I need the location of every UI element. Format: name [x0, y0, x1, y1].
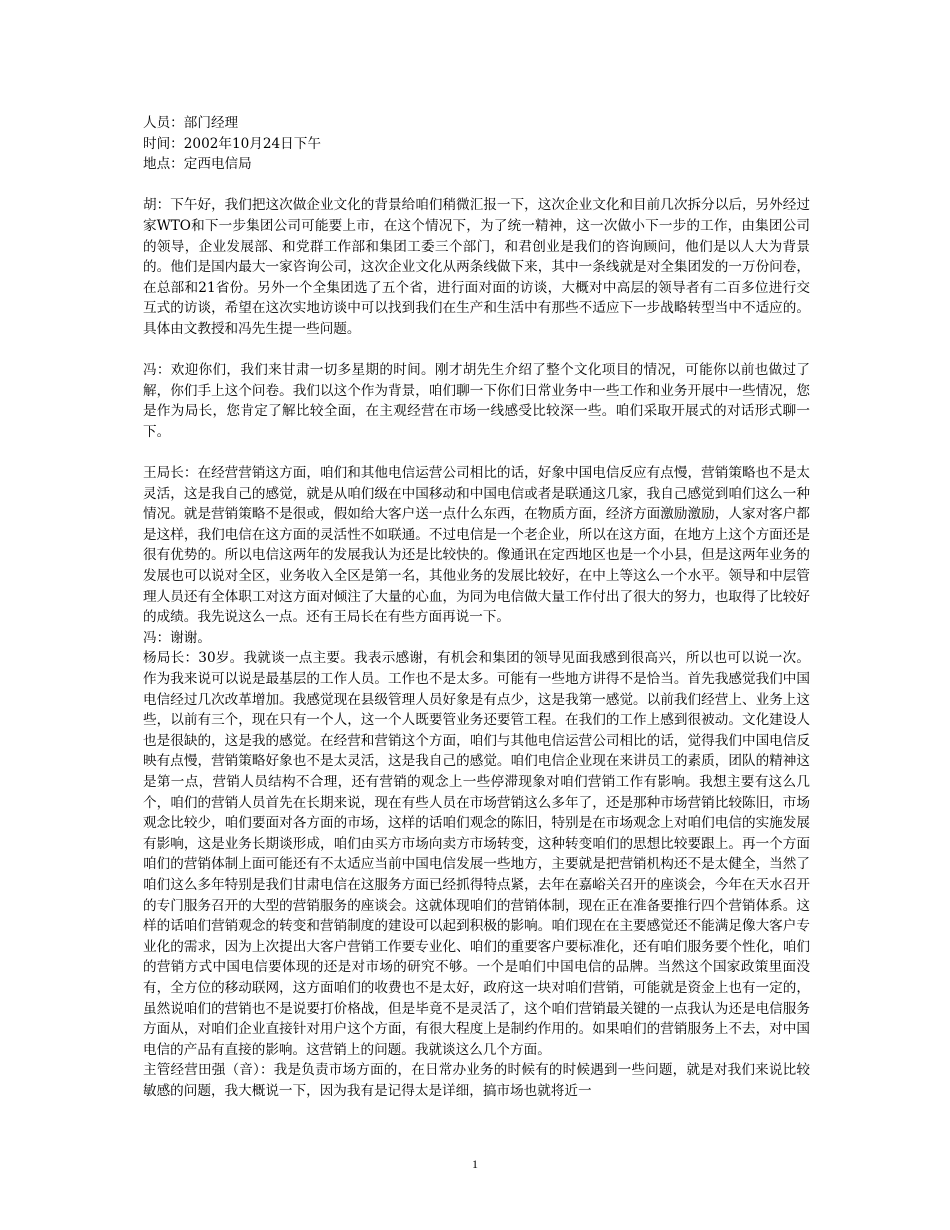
document-body — [143, 113, 810, 1102]
paragraph-hu: 胡：下午好，我们把这次做企业文化的背景给咱们稍微汇报一下，这次企业文化和目前几次拆分以后，另外经过家WTO和下一步集团公司可能要上市，在这个情况下，为了统一精神，这一次做小下一步的工作，由集团公司的领导，企业发展部、和党群工作部和集团工委三个部门，和君创业是我们的咨询顾问，他们是以人大为背景的。他们是国内最大一家咨询公司，这次企业文化从两条线做下来，其中一条线就是对全集团发的一万份问卷，在总部和21省份。另外一个全集团选了五个省，进行面对面的访谈，大概对中高层的领导者有二百多位进行交互式的访谈，希望在这次实地访谈中可以找到我们在生产和生活中有那些不适应下一步战略转型当中不适应的。具体由文教授和冯先生提一些问题。 — [143, 197, 810, 337]
header-time: 时间：2002年10月24日下午 — [143, 135, 321, 152]
page-number: 1 — [472, 1157, 478, 1171]
header-participants: 人员：部门经理 — [143, 115, 239, 131]
spacer — [143, 175, 810, 196]
paragraph-yang: 杨局长：30岁。我就谈一点主要。我表示感谢，有机会和集团的领导见面我感到很高兴，所以也可以说一次。作为我来说可以说是最基层的工作人员。工作也不是太多。可能有一些地方讲得不是恰当。首先我感觉我们中国电信经过几次改革增加。我感觉现在县级管理人员好象是有点少，这是我第一感觉。以前我们经营上、业务上这些，以前有三个，现在只有一个人，这一个人既要管业务还要管工程。在我们的工作上感到很被动。文化建设人也是很缺的，这是我的感觉。在经营和营销这个方面，咱们与其他电信运营公司相比的话，觉得我们中国电信反映有点慢，营销策略好象也不是太灵活，这是我自己的感觉。咱们电信企业现在来讲员工的素质，团队的精神这是第一点，营销人员结构不合理，还有营销的观念上一些停滞现象对咱们营销工作有影响。我想主要有这么几个，咱们的营销人员首先在长期来说，现在有些人员在市场营销这么多年了，还是那种市场营销比较陈旧，市场观念比较少，咱们要面对各方面的市场，这样的话咱们观念的陈旧，特别是在市场观念上对咱们电信的实施发展有影响，这是业务长期谈形成，咱们由买方市场向卖方市场转变，这种转变咱们的思想比较要跟上。再一个方面咱们的营销体制上面可能还有不太适应当前中国电信发展一些地方，主要就是把营销机构还不是太健全，当然了咱们这么多年特别是我们甘肃电信在这服务方面已经抓得特点紧，去年在嘉峪关召开的座谈会，今年在天水召开的专门服务召开的大型的营销服务的座谈会。这就体现咱们的营销体制，现在正在准备要推行四个营销体系。这样的话咱们营销观念的转变和营销制度的建设可以起到积极的影响。咱们现在在主要感觉还不能满足像大客户专业化的需求，因为上次提出大客户营销工作要专业化、咱们的重要客户要标准化，还有咱们服务要个性化，咱们的营销方式中国电信要体现的还是对市场的研究不够。一个是咱们中国电信的品牌。当然这个国家政策里面没有，全方位的移动联网，这方面咱们的收费也不是太好，政府这一块对咱们营销，可能就是资金上也有一定的，虽然说咱们的营销也不是说要打价格战，但是毕竟不是灵活了，这个咱们营销最关键的一点我认为还是电信服务方面从，对咱们企业直接针对用户这个方面，有很大程度上是制约作用的。如果咱们的营销服务上不去，对中国电信的产品有直接的影响。这营销上的问题。我就谈这么几个方面。 — [143, 650, 810, 1058]
paragraph-wang: 王局长：在经营营销这方面，咱们和其他电信运营公司相比的话，好象中国电信反应有点慢，营销策略也不是太灵活，这是我自己的感觉，就是从咱们级在中国移动和中国电信或者是联通这几家，我自己感觉到咱们这么一种情况。就是营销策略不是很或，假如给大客户送一点什么东西，在物质方面，经济方面激励激励，人家对客户都是这样，我们电信在这方面的灵活性不如联通。不过电信是一个老企业，所以在这方面，在地方上这个方面还是很有优势的。所以电信这两年的发展我认为还是比较快的。像通讯在定西地区也是一个小县，但是这两年业务的发展也可以说对全区，业务收入全区是第一名，其他业务的发展比较好，在中上等这么一个水平。领导和中层管理人员还有全体职工对这方面对倾注了大量的心血，为同为电信做大量工作付出了很大的努力，也取得了比较好的成绩。我先说这么一点。还有王局长在有些方面再说一下。 — [143, 465, 810, 626]
paragraph-feng-thanks: 冯：谢谢。 — [143, 629, 211, 646]
paragraph-feng: 冯：欢迎你们，我们来甘肃一切多星期的时间。刚才胡先生介绍了整个文化项目的情况，可能你以前也做过了解，你们手上这个问卷。我们以这个作为背景，咱们聊一下你们日常业务中一些工作和业务开展中一些情况，您是作为局长，您肯定了解比较全面，在主观经营在市场一线感受比较深一些。咱们采取开展式的对话形式聊一下。 — [143, 362, 810, 440]
spacer — [143, 443, 810, 464]
header-location: 地点：定西电信局 — [143, 156, 252, 173]
paragraph-tian: 主管经营田强（音）：我是负责市场方面的，在日常办业务的时候有的时候遇到一些问题，就是对我们来说比较敏感的问题，我大概说一下，因为我有是记得太是详细，搞市场也就将近一 — [143, 1062, 810, 1099]
spacer — [143, 340, 810, 361]
